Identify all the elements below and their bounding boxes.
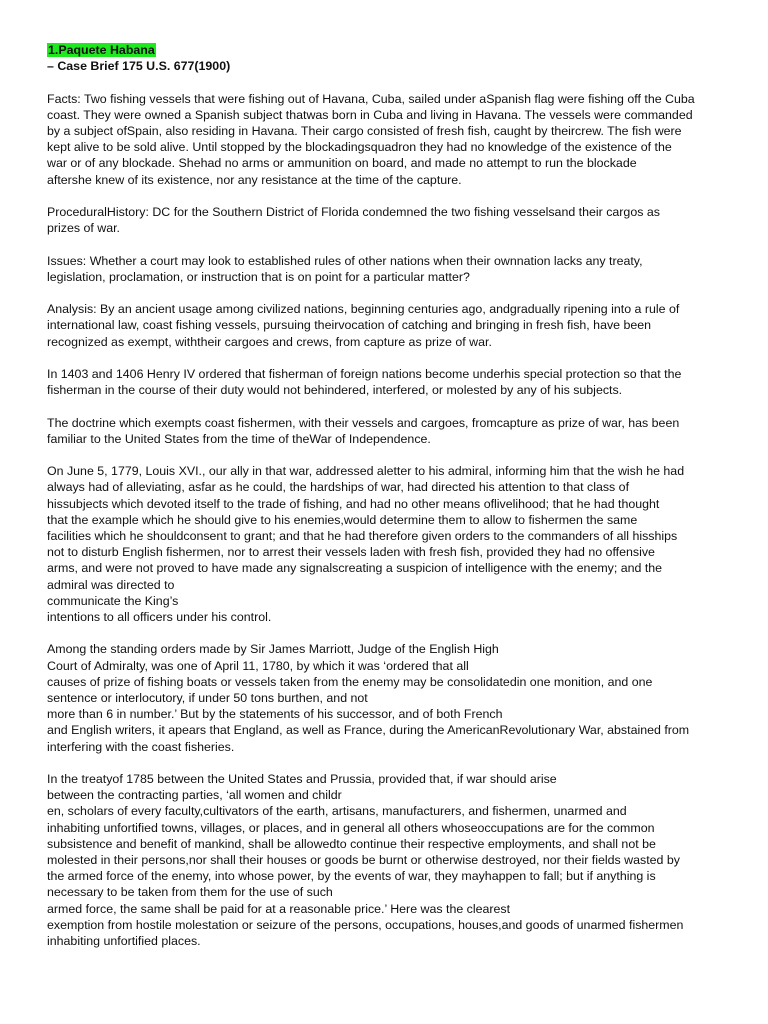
- text-line: en, scholars of every faculty,cultivators of the earth, artisans, manufacturers, and fishermen, unarmed and: [47, 804, 627, 819]
- paragraph: [47, 204, 722, 236]
- text-line: subsistence and benefit of mankind, shall be allowedto continue their respective employments, and shall not be: [47, 836, 656, 851]
- paragraph: [47, 641, 722, 754]
- text-line: hissubjects which devoted itself to the trade of fishing, and had no other means oflivelihood; that he had thought: [47, 496, 660, 511]
- text-line: The doctrine which exempts coast fishermen, with their vessels and cargoes, fromcapture as prize of war, has been: [47, 415, 680, 430]
- text-line: communicate the King’s: [47, 593, 179, 608]
- text-line: that the example which he should give to his enemies,would determine them to allow to fishermen the same: [47, 512, 638, 527]
- text-line: recognized as exempt, withtheir cargoes and crews, from capture as prize of war.: [47, 334, 492, 349]
- text-line: intentions to all officers under his control.: [47, 610, 272, 624]
- text-line: necessary to be taken from them for the use of such: [47, 885, 333, 900]
- text-line: Analysis: By an ancient usage among civilized nations, beginning centuries ago, andgradually ripening into a rule of: [47, 302, 680, 317]
- text-line: kept alive to be sold alive. Until stopped by the blockadingsquadron they had no knowledge of the existence of the: [47, 140, 672, 155]
- paragraph: [47, 463, 722, 625]
- text-line: aftershe knew of its existence, nor any resistance at the time of the capture.: [47, 172, 462, 187]
- text-line: familiar to the United States from the time of theWar of Independence.: [47, 431, 431, 446]
- text-line: ProceduralHistory: DC for the Southern District of Florida condemned the two fishing vesselsand their cargos as: [47, 205, 660, 219]
- case-title: 1.Paquete Habana: [48, 43, 155, 57]
- text-line: war or of any blockade. Shehad no arms or ammunition on board, and made no attempt to run the blockade: [47, 156, 637, 171]
- text-line: inhabiting unfortified places.: [47, 934, 201, 949]
- text-line: On June 5, 1779, Louis XVI., our ally in that war, addressed aletter to his admiral, informing him that the wish he had: [47, 464, 685, 479]
- text-line: Facts: Two fishing vessels that were fishing out of Havana, Cuba, sailed under aSpanish flag were fishing off the Cuba: [47, 91, 695, 106]
- text-line: inhabiting unfortified towns, villages, or places, and in general all others whoseoccupations are for the common: [47, 820, 655, 835]
- text-line: interfering with the coast fisheries.: [47, 739, 235, 754]
- text-line: between the contracting parties, ‘all women and childr: [47, 788, 342, 803]
- text-line: international law, coast fishing vessels, pursuing theirvocation of catching and bringing in fresh fish, have been: [47, 318, 652, 333]
- text-line: admiral was directed to: [47, 577, 175, 592]
- text-line: facilities which he shouldconsent to grant; and that he had therefore given orders to the commanders of all hisships: [47, 528, 678, 543]
- text-line: fisherman in the course of their duty would not behindered, interfered, or molested by any of his subjects.: [47, 383, 623, 398]
- text-line: by a subject ofSpain, also residing in Havana. Their cargo consisted of fresh fish, caught by theircrew. The fish were: [47, 124, 682, 138]
- text-line: armed force, the same shall be paid for at a reasonable price.’ Here was the clearest: [47, 901, 511, 916]
- paragraph: [47, 253, 722, 285]
- text-line: always had of alleviating, asfar as he could, the hardships of war, had directed his attention to that class of: [47, 480, 630, 495]
- text-line: molested in their persons,nor shall their houses or goods be burnt or otherwise destroyed, nor their fields wasted by: [47, 853, 680, 868]
- brief-body: [47, 91, 722, 950]
- text-line: Among the standing orders made by Sir James Marriott, Judge of the English High: [47, 642, 499, 657]
- paragraph: [47, 366, 722, 398]
- case-title-block: [47, 42, 722, 74]
- text-line: causes of prize of fishing boats or vessels taken from the enemy may be consolidatedin one monition, and one: [47, 674, 653, 689]
- text-line: the armed force of the enemy, into whose power, by the events of war, they mayhappen to fall; but if anything is: [47, 869, 656, 884]
- text-line: In 1403 and 1406 Henry IV ordered that fisherman of foreign nations become underhis special protection so that the: [47, 366, 682, 381]
- text-line: not to disturb English fishermen, nor to arrest their vessels laden with fresh fish, provided they had no offensive: [47, 545, 655, 560]
- text-line: more than 6 in number.’ But by the statements of his successor, and of both French: [47, 707, 503, 722]
- case-citation: – Case Brief 175 U.S. 677(1900): [47, 59, 231, 74]
- text-line: prizes of war.: [47, 221, 120, 236]
- text-line: Issues: Whether a court may look to established rules of other nations when their ownnation lacks any treaty,: [47, 253, 643, 268]
- text-line: coast. They were owned a Spanish subject thatwas born in Cuba and living in Havana. The vessels were commanded: [47, 107, 693, 122]
- case-title-line: [47, 42, 722, 58]
- paragraph: [47, 91, 722, 188]
- text-line: Court of Admiralty, was one of April 11, 1780, by which it was ‘ordered that all: [47, 658, 469, 673]
- text-line: exemption from hostile molestation or seizure of the persons, occupations, houses,and goods of unarmed fishermen: [47, 917, 684, 932]
- text-line: legislation, proclamation, or instruction that is on point for a particular matter?: [47, 269, 470, 284]
- paragraph: [47, 771, 722, 949]
- text-line: and English writers, it apears that England, as well as France, during the AmericanRevolutionary War, abstained from: [47, 723, 690, 738]
- paragraph: [47, 301, 722, 350]
- text-line: sentence or interlocutory, if under 50 tons burthen, and not: [47, 691, 368, 705]
- text-line: arms, and were not proved to have made any signalscreating a suspicion of intelligence with the enemy; and the: [47, 561, 663, 576]
- paragraph: [47, 415, 722, 447]
- text-line: In the treatyof 1785 between the United States and Prussia, provided that, if war should arise: [47, 772, 557, 786]
